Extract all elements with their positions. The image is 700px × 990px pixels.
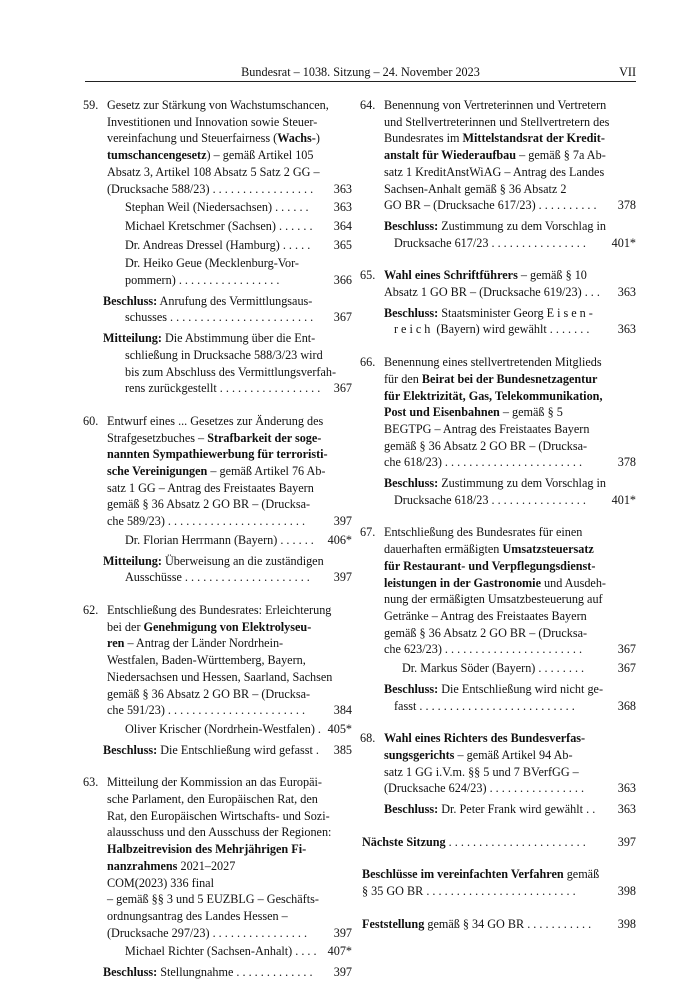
item-text-line: anstalt für Wiederaufbau – gemäß § 7a Ab- [384, 148, 606, 163]
page-reference: 367 [617, 642, 636, 657]
agenda-item-66 [362, 354, 636, 508]
beschluss-line: Beschluss: Die Entschließung wird nicht ge- [384, 681, 604, 696]
item-text-line: Benennung von Vertreterinnen und Vertretern [384, 98, 607, 112]
speaker-line: Dr. Andreas Dressel (Hamburg) . . . . . 365 [125, 237, 352, 252]
item-text-line: für den Beirat bei der Bundesnetzagentur [384, 371, 598, 386]
page-reference: 363 [333, 181, 352, 196]
item-text-line: che 589/23) . . . . . . . . . . . . . . . . . . . . . . . 397 [107, 514, 352, 529]
item-text-line: Halbzeitrevision des Mehrjährigen Fi- [107, 842, 307, 857]
item-text-line: nanzrahmens 2021–2027 [107, 858, 236, 873]
mitteilung-line: schließung in Drucksache 588/3/23 wird [125, 347, 323, 362]
agenda-item-67 [362, 524, 636, 714]
vereinfachtes-verfahren [362, 866, 636, 899]
beschluss-line: Beschluss: Dr. Peter Frank wird gewählt . . 363 [384, 802, 636, 817]
item-text-line: für Elektrizität, Gas, Telekommunikation, [384, 388, 603, 403]
item-text-line: sungsgerichts – gemäß Artikel 94 Ab- [384, 747, 573, 762]
item-text-line: che 618/23) . . . . . . . . . . . . . . . . . . . . . . . 378 [384, 455, 636, 470]
item-text-line: sche Vereinigungen – gemäß Artikel 76 Ab- [107, 464, 326, 479]
page-reference: 397 [333, 514, 352, 529]
vereinfacht-line: § 35 GO BR . . . . . . . . . . . . . . . . . . . . . . . . . 398 [362, 884, 636, 899]
item-text-line: COM(2023) 336 final [107, 875, 214, 890]
mitteilung-line: bis zum Abschluss des Vermittlungsverfah- [125, 364, 336, 379]
item-number: 63. [83, 775, 99, 790]
agenda-item-65 [362, 267, 636, 338]
item-text-line: satz 1 GG i.V.m. §§ 5 und 7 BVerfGG – [384, 764, 579, 779]
item-text-line: Wahl eines Richters des Bundesverfas- [384, 731, 586, 746]
beschluss-line: Beschluss: Anrufung des Vermittlungsaus- [103, 293, 313, 308]
item-text-line: – gemäß §§ 3 und 5 EUZBLG – Geschäfts- [107, 892, 319, 907]
item-text-line: BEGTPG – Antrag des Freistaates Bayern [384, 421, 590, 436]
right-column [362, 97, 636, 933]
item-text-line: Niedersachsen und Hessen, Saarland, Sachsen [107, 669, 333, 684]
item-number: 59. [83, 98, 99, 112]
speaker-line: Michael Richter (Sachsen-Anhalt) . . . . 407* [125, 944, 352, 959]
item-number: 67. [360, 525, 376, 540]
item-text-line: Investitionen und Innovation sowie Steuer- [107, 114, 318, 129]
item-text-line: sche Parlament, den Europäischen Rat, den [107, 792, 318, 807]
page-reference: 363 [617, 781, 636, 796]
item-text-line: gemäß § 36 Absatz 2 GO BR – (Drucksa- [384, 438, 588, 453]
item-number: 66. [360, 355, 376, 370]
item-text-line: leistungen in der Gastronomie und Ausdeh- [384, 575, 606, 590]
agenda-item-59 [85, 97, 352, 397]
agenda-item-68 [362, 730, 636, 818]
vereinfacht-line: Beschlüsse im vereinfachten Verfahren gemäß [362, 867, 600, 882]
item-text-line: satz 1 KreditAnstWiAG – Antrag des Landes [384, 164, 605, 179]
item-text-line: ren – Antrag der Länder Nordrhein- [107, 636, 284, 651]
item-text-line: Post und Eisenbahnen – gemäß § 5 [384, 405, 563, 420]
item-text-line: satz 1 GG – Antrag des Freistaates Bayern [107, 480, 314, 495]
beschluss-line: fasst . . . . . . . . . . . . . . . . . . . . . . . . . . 368 [394, 698, 636, 713]
beschluss-line: Drucksache 617/23 . . . . . . . . . . . . . . . . 401* [394, 235, 636, 250]
beschluss-line: Beschluss: Zustimmung zu dem Vorschlag in [384, 218, 606, 233]
item-number: 62. [83, 602, 99, 617]
beschluss-line: schusses . . . . . . . . . . . . . . . . . . . . . . . . 367 [125, 310, 352, 325]
item-text-line: ordnungsantrag des Landes Hessen – [107, 908, 288, 923]
feststellung [362, 916, 636, 933]
item-text-line: alausschuss und den Ausschuss der Regionen: [107, 825, 332, 840]
naechste-sitzung-line: Nächste Sitzung . . . . . . . . . . . . . . . . . . . . . . . 397 [362, 834, 636, 849]
item-number: 65. [360, 268, 376, 283]
item-text-line: Gesetz zur Stärkung von Wachstumschancen, [107, 98, 329, 112]
item-text-line: Rat, den Europäischen Wirtschafts- und Sozi- [107, 808, 330, 823]
speaker-line: Oliver Krischer (Nordrhein-Westfalen) . 405* [125, 721, 352, 736]
header-title: Bundesrat – 1038. Sitzung – 24. November 2023 [241, 65, 480, 79]
beschluss-line: reich (Bayern) wird gewählt . . . . . . . 363 [394, 322, 636, 337]
speaker-line: Dr. Heiko Geue (Mecklenburg-Vor- [125, 256, 299, 271]
agenda-item-64 [362, 97, 636, 251]
item-text-line: Entwurf eines ... Gesetzes zur Änderung des [107, 413, 324, 428]
item-text-line: Mitteilung der Kommission an das Europäi- [107, 775, 322, 790]
item-text-line: Benennung eines stellvertretenden Mitglieds [384, 355, 602, 370]
left-column [85, 97, 352, 981]
item-text-line: (Drucksache 624/23) . . . . . . . . . . . . . . . . 363 [384, 781, 636, 796]
speaker-line: Stephan Weil (Niedersachsen) . . . . . . 363 [125, 200, 352, 215]
item-text-line: Sachsen-Anhalt gemäß § 36 Absatz 2 [384, 181, 567, 196]
agenda-item-63 [85, 774, 352, 980]
speaker-line: Michael Kretschmer (Sachsen) . . . . . . 364 [125, 218, 352, 233]
item-text-line: tumschancengesetz ) – gemäß Artikel 105 [107, 148, 314, 163]
beschluss-line: Beschluss: Zustimmung zu dem Vorschlag in [384, 476, 606, 491]
page-reference: 378 [617, 455, 636, 470]
item-text-line: Entschließung des Bundesrates: Erleichterung [107, 602, 332, 617]
speaker-line: pommern) . . . . . . . . . . . . . . . . . 366 [125, 273, 352, 288]
beschluss-line: Beschluss: Staatsminister Georg Eisen- [384, 305, 596, 320]
agenda-item-60 [85, 413, 352, 586]
beschluss-line: Beschluss: Stellungnahme . . . . . . . . . . . . . 397 [103, 965, 352, 980]
item-text-line: (Drucksache 588/23) . . . . . . . . . . . . . . . . . 363 [107, 181, 352, 196]
item-text-line: Entschließung des Bundesrates für einen [384, 525, 583, 540]
item-text-line: gemäß § 36 Absatz 2 GO BR – (Drucksa- [384, 625, 588, 640]
page-reference: 384 [333, 703, 352, 718]
item-text-line: Bundesrates im Mittelstandsrat der Kredit- [384, 131, 605, 146]
item-text-line: Strafgesetzbuches – Strafbarkeit der soge- [107, 430, 322, 445]
mitteilung-line: Mitteilung: Die Abstimmung über die Ent- [103, 331, 316, 346]
item-text-line: für Restaurant- und Verpflegungsdienst- [384, 558, 596, 573]
item-text-line: Wahl eines Schriftführers – gemäß § 10 [384, 268, 587, 283]
item-text-line: (Drucksache 297/23) . . . . . . . . . . . . . . . . 397 [107, 925, 352, 940]
item-text-line: GO BR – (Drucksache 617/23) . . . . . . . . . . 378 [384, 198, 636, 213]
item-text-line: nannten Sympathiewerbung für terroristi- [107, 447, 328, 462]
item-number: 68. [360, 731, 376, 746]
speaker-line: Dr. Florian Herrmann (Bayern) . . . . . . 406* [125, 532, 352, 547]
item-text-line: gemäß § 36 Absatz 2 GO BR – (Drucksa- [107, 497, 311, 512]
item-text-line: Getränke – Antrag des Freistaates Bayern [384, 608, 587, 623]
agenda-item-62 [85, 602, 352, 758]
page-reference: 378 [617, 198, 636, 213]
feststellung-line: Feststellung gemäß § 34 GO BR . . . . . . . . . . . 398 [362, 916, 636, 931]
mitteilung-line: rens zurückgestellt . . . . . . . . . . . . . . . . . 367 [125, 381, 352, 396]
item-text-line: und Stellvertreterinnen und Stellvertretern des [384, 114, 610, 129]
mitteilung-line: Mitteilung: Überweisung an die zuständigen [103, 553, 324, 568]
item-text-line: gemäß § 36 Absatz 2 GO BR – (Drucksa- [107, 686, 311, 701]
beschluss-line: Drucksache 618/23 . . . . . . . . . . . . . . . . 401* [394, 492, 636, 507]
speaker-line: Dr. Markus Söder (Bayern) . . . . . . . . 367 [402, 661, 636, 676]
item-text-line: nung der ermäßigten Umsatzbesteuerung auf [384, 592, 603, 607]
item-text-line: che 591/23) . . . . . . . . . . . . . . . . . . . . . . . 384 [107, 703, 352, 718]
running-header [85, 64, 636, 82]
naechste-sitzung [362, 834, 636, 851]
item-text-line: vereinfachung und Steuerfairness ( Wachs- ) [107, 131, 320, 146]
page-reference: 397 [333, 925, 352, 940]
beschluss-line: Beschluss: Die Entschließung wird gefasst . 385 [103, 742, 352, 757]
item-text-line: dauerhaften ermäßigten Umsatzsteuersatz [384, 542, 594, 557]
item-text-line: Westfalen, Baden-Württemberg, Bayern, [107, 653, 306, 668]
header-page-number: VII [619, 65, 636, 79]
mitteilung-line: Ausschüsse . . . . . . . . . . . . . . . . . . . . . 397 [125, 570, 352, 585]
item-text-line: Absatz 1 GO BR – (Drucksache 619/23) . . . 363 [384, 285, 636, 300]
item-text-line: Absatz 3, Artikel 108 Absatz 5 Satz 2 GG – [107, 164, 320, 179]
page-reference: 363 [617, 285, 636, 300]
item-text-line: che 623/23) . . . . . . . . . . . . . . . . . . . . . . . 367 [384, 642, 636, 657]
item-number: 60. [83, 413, 99, 428]
item-number: 64. [360, 98, 376, 112]
item-text-line: bei der Genehmigung von Elektrolyseu- [107, 619, 312, 634]
